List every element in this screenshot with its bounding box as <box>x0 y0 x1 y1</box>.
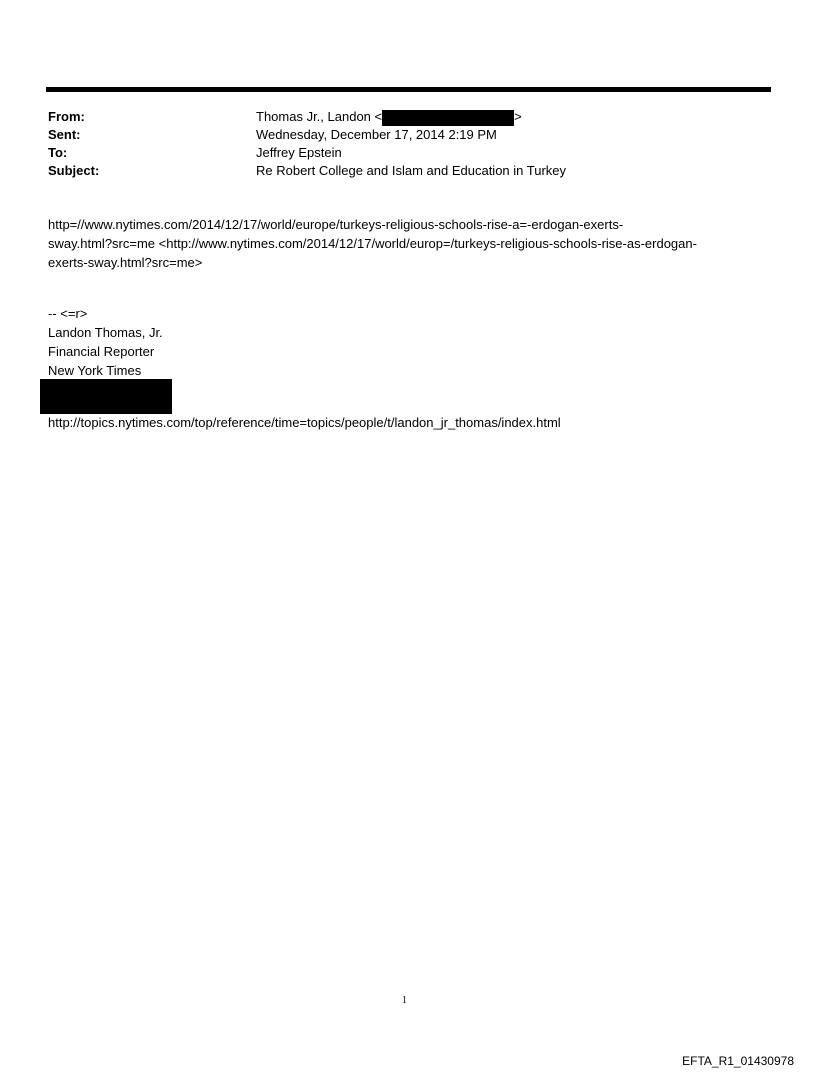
sent-value: Wednesday, December 17, 2014 2:19 PM <box>256 127 497 142</box>
signature-title: Financial Reporter <box>48 344 155 359</box>
header-rule <box>46 87 771 92</box>
from-name: Thomas Jr., Landon < <box>256 109 383 124</box>
signature-org: New York Times <box>48 363 142 378</box>
to-label: To: <box>48 145 68 160</box>
to-value: Jeffrey Epstein <box>256 145 342 160</box>
document-id: EFTA_R1_01430978 <box>682 1054 794 1068</box>
article-link-line-3: exerts-sway.html?src=me> <box>48 255 203 270</box>
sent-label: Sent: <box>48 127 81 142</box>
redaction-phone <box>40 379 172 414</box>
from-label: From: <box>48 109 85 124</box>
from-suffix: > <box>514 109 522 124</box>
article-link <box>48 215 768 272</box>
subject-value: Re Robert College and Islam and Education in Turkey <box>256 163 567 178</box>
from-value <box>256 108 522 126</box>
article-link-line-1: http=//www.nytimes.com/2014/12/17/world/europe/turkeys-religious-schools-rise-a=-erdogan-exerts- <box>48 217 624 232</box>
page-number: 1 <box>402 995 407 1006</box>
signature-url: http://topics.nytimes.com/top/reference/time=topics/people/t/landon_jr_thomas/index.html <box>48 415 561 430</box>
subject-label: Subject: <box>48 163 100 178</box>
redaction-email <box>382 110 514 126</box>
article-link-line-2: sway.html?src=me <http://www.nytimes.com/2014/12/17/world/europ=/turkeys-religious-schools-rise-as-erdogan- <box>48 236 697 251</box>
signature-name: Landon Thomas, Jr. <box>48 325 163 340</box>
signature-separator: -- <=r> <box>48 306 88 321</box>
